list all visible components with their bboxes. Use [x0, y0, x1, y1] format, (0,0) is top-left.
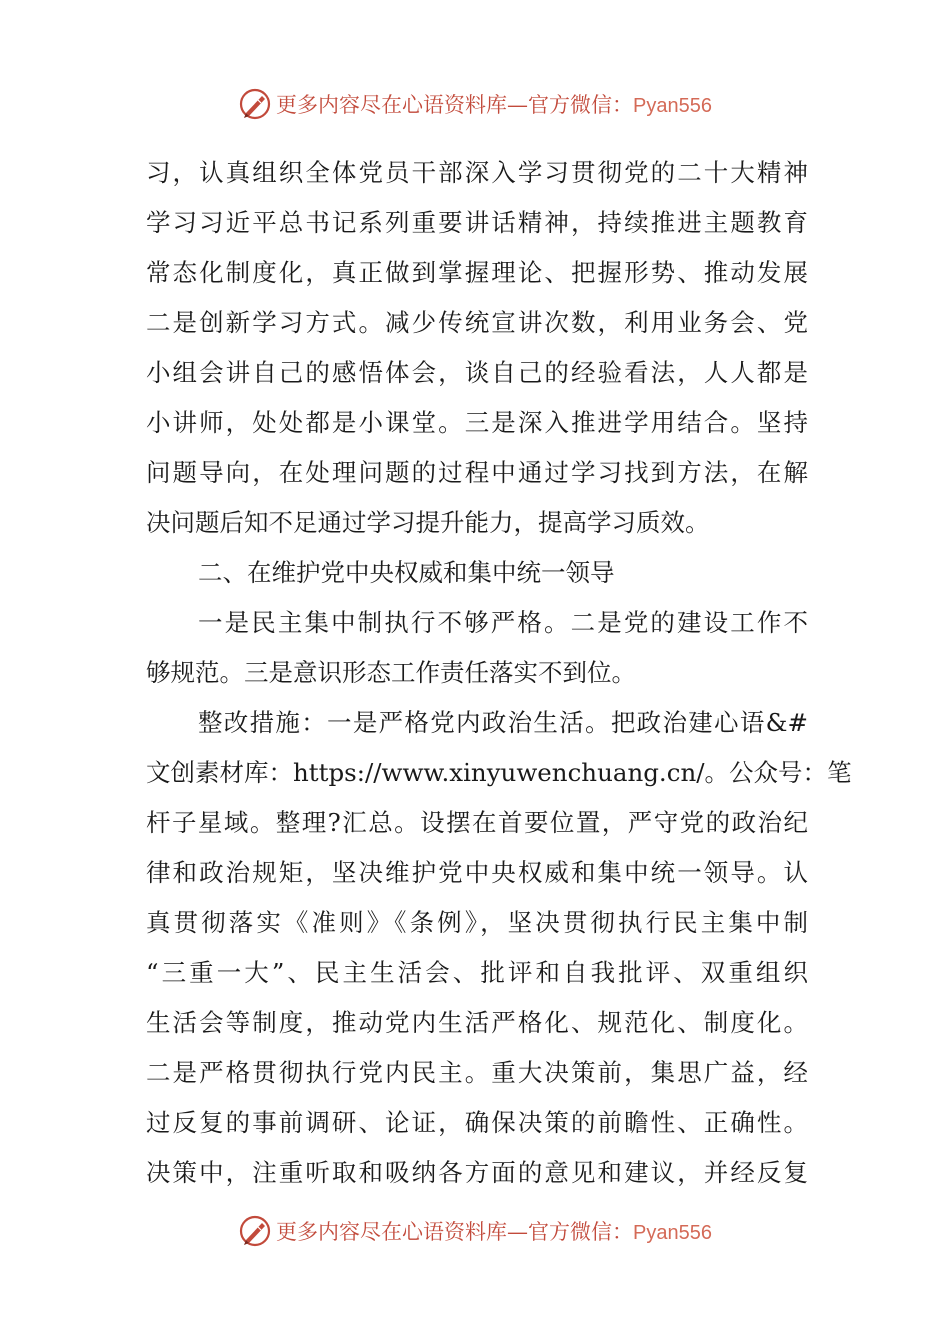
pen-logo-icon — [238, 1214, 272, 1248]
paragraph-line: 文创素材库：https://www.xinyuwenchuang.cn/。公众号：笔 — [146, 758, 852, 787]
paragraph-line: 决策中，注重听取和吸纳各方面的意见和建议，并经反复 — [146, 1158, 808, 1187]
banner-text — [276, 89, 712, 119]
banner-title: 更多内容尽在心语资料库—官方微信： — [276, 93, 634, 117]
paragraph-line: 问题导向，在处理问题的过程中通过学习找到方法，在解 — [146, 458, 808, 487]
paragraph-line: “三重一大”、民主生活会、批评和自我批评、双重组织 — [146, 958, 808, 987]
paragraph-line: 二是创新学习方式。减少传统宣讲次数，利用业务会、党 — [146, 308, 808, 337]
paragraph-line: 整改措施：一是严格党内政治生活。把政治建心语&# — [198, 708, 808, 737]
paragraph-line: 常态化制度化，真正做到掌握理论、把握形势、推动发展 — [146, 258, 808, 287]
paragraph-line: 小讲师，处处都是小课堂。三是深入推进学用结合。坚持 — [146, 408, 808, 437]
paragraph-line: 过反复的事前调研、论证，确保决策的前瞻性、正确性。 — [146, 1108, 808, 1137]
paragraph-line: 一是民主集中制执行不够严格。二是党的建设工作不 — [198, 608, 808, 637]
paragraph-line: 真贯彻落实《准则》《条例》，坚决贯彻执行民主集中制 — [146, 908, 808, 937]
banner-wechat-id: Pyan556 — [633, 1222, 712, 1244]
paragraph-line: 决问题后知不足通过学习提升能力，提高学习质效。 — [146, 508, 710, 537]
paragraph-line: 小组会讲自己的感悟体会，谈自己的经验看法，人人都是 — [146, 358, 808, 387]
header-banner — [0, 84, 950, 124]
document-body — [146, 148, 852, 1198]
paragraph-line: 生活会等制度，推动党内生活严格化、规范化、制度化。 — [146, 1008, 808, 1037]
footer-banner — [0, 1211, 950, 1251]
paragraph-line: 够规范。三是意识形态工作责任落实不到位。 — [146, 658, 636, 687]
pen-logo-icon — [238, 87, 272, 121]
section-heading: 二、在维护党中央权威和集中统一领导 — [198, 558, 615, 587]
paragraph-line: 律和政治规矩，坚决维护党中央权威和集中统一领导。认 — [146, 858, 808, 887]
banner-text — [276, 1216, 712, 1246]
paragraph-line: 学习习近平总书记系列重要讲话精神，持续推进主题教育 — [146, 208, 808, 237]
paragraph-line: 杆子星域。整理?汇总。设摆在首要位置，严守党的政治纪 — [146, 808, 808, 837]
banner-wechat-id: Pyan556 — [633, 95, 712, 117]
paragraph-line: 习，认真组织全体党员干部深入学习贯彻党的二十大精神 — [146, 158, 808, 187]
banner-title: 更多内容尽在心语资料库—官方微信： — [276, 1220, 634, 1244]
paragraph-line: 二是严格贯彻执行党内民主。重大决策前，集思广益，经 — [146, 1058, 808, 1087]
